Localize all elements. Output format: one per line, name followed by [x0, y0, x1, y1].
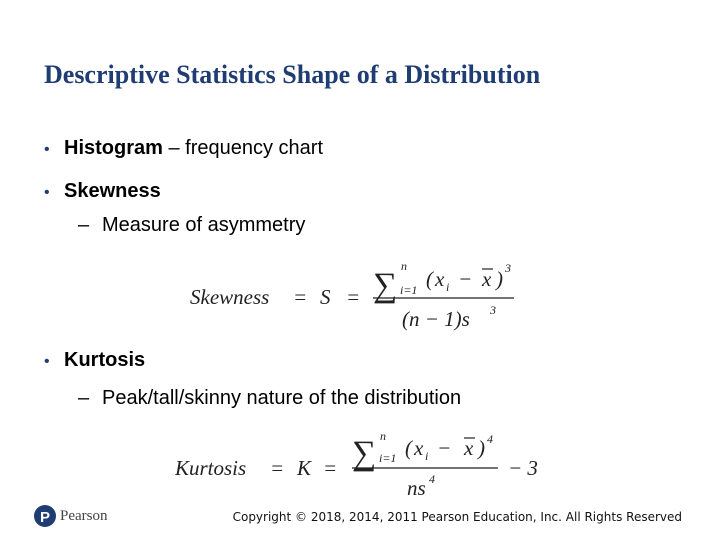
numerator-minus: − — [437, 436, 452, 460]
sub-bullet-skewness — [78, 214, 305, 237]
formula-equals: = — [293, 285, 308, 309]
summation-symbol: ∑ — [352, 435, 377, 472]
numerator-xbar: x — [464, 436, 474, 460]
denominator-power: 4 — [429, 472, 435, 486]
numerator-power: 3 — [505, 261, 511, 275]
formula-lhs: Kurtosis — [175, 456, 247, 480]
skewness-formula — [190, 258, 540, 338]
sub-bullet-text: Peak/tall/skinny nature of the distribution — [102, 387, 462, 409]
formula-lhs: Skewness — [190, 285, 270, 309]
sub-bullet-text: Measure of asymmetry — [102, 214, 306, 236]
kurtosis-formula — [175, 428, 565, 500]
numerator-close: ) — [478, 436, 485, 460]
numerator-xbar: x — [482, 267, 492, 291]
numerator-open: ( — [426, 267, 433, 291]
numerator-minus: − — [458, 267, 473, 291]
svg-text:P: P — [40, 509, 51, 526]
bullet-term: Histogram — [64, 137, 163, 159]
bullet-skewness — [44, 180, 161, 203]
bullet-marker: • — [44, 353, 50, 370]
formula-equals: = — [323, 456, 338, 480]
slide-title: Descriptive Statistics Shape of a Distribution — [44, 60, 541, 89]
numerator-power: 4 — [487, 432, 493, 446]
pearson-p-icon — [34, 504, 56, 528]
bullet-histogram — [44, 137, 323, 160]
denominator: ns — [407, 476, 426, 500]
numerator-xi-sub: i — [425, 449, 429, 463]
bullet-description: – frequency chart — [162, 137, 323, 159]
bullet-kurtosis — [44, 349, 145, 372]
formula-equals: = — [270, 456, 285, 480]
summation-upper: n — [401, 259, 407, 273]
formula-tail: − 3 — [508, 456, 538, 480]
formula-symbol: K — [297, 456, 312, 480]
bullet-marker: • — [44, 184, 50, 201]
pearson-wordmark: Pearson — [60, 508, 108, 524]
sub-bullet-marker: – — [78, 387, 90, 409]
bullet-term: Skewness — [64, 180, 161, 202]
copyright-text: Copyright © 2018, 2014, 2011 Pearson Education, Inc. All Rights Reserved — [232, 510, 682, 524]
numerator-close: ) — [496, 267, 503, 291]
summation-lower: i=1 — [400, 283, 418, 297]
summation-upper: n — [380, 429, 386, 443]
bullet-marker: • — [44, 141, 50, 158]
summation-lower: i=1 — [379, 451, 397, 465]
numerator-xi: x — [414, 436, 424, 460]
bullet-term: Kurtosis — [64, 349, 146, 371]
numerator-open: ( — [405, 436, 412, 460]
sub-bullet-marker: – — [78, 214, 90, 236]
denominator-power: 3 — [490, 303, 496, 317]
numerator-xi-sub: i — [446, 280, 450, 294]
sub-bullet-kurtosis — [78, 387, 461, 410]
formula-equals: = — [346, 285, 361, 309]
numerator-xi: x — [435, 267, 445, 291]
formula-symbol: S — [320, 285, 331, 309]
denominator: (n − 1)s — [402, 307, 470, 331]
summation-symbol: ∑ — [373, 267, 398, 304]
